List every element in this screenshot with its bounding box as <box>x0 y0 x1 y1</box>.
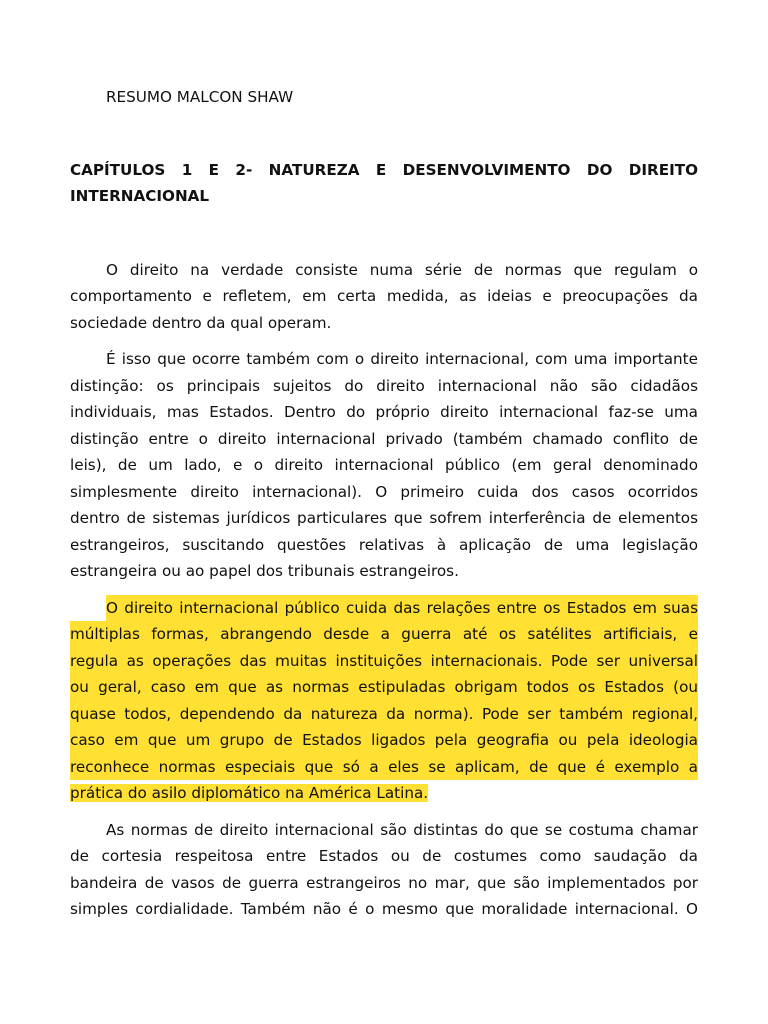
paragraph-line: O direito na verdade consiste numa série de normas que regulam o <box>106 260 698 279</box>
highlight-mark: múltiplas formas, abrangendo desde a guerra até os satélites artificiais, e <box>70 621 698 648</box>
paragraph-line: dentro de sistemas jurídicos particulares que sofrem interferência de elementos <box>70 509 698 527</box>
chapter-heading-line: CAPÍTULOS 1 E 2- NATUREZA E DESENVOLVIMENTO DO DIREITO <box>70 160 698 179</box>
paragraph-line: simplesmente direito internacional). O primeiro cuida dos casos ocorridos <box>70 482 698 501</box>
paragraph-line: distinção entre o direito internacional privado (também chamado conflito de <box>70 429 698 448</box>
highlighted-line <box>70 621 698 648</box>
paragraph-line: simples cordialidade. Também não é o mesmo que moralidade internacional. O <box>70 900 698 918</box>
paragraph-line: estrangeira ou ao papel dos tribunais estrangeiros. <box>70 562 459 580</box>
paragraph-line: comportamento e refletem, em certa medida, as ideias e preocupações da <box>70 287 698 305</box>
highlight-mark: O direito internacional público cuida das relações entre os Estados em suas <box>106 595 698 622</box>
paragraph-3-highlighted <box>70 595 698 807</box>
paragraph-2 <box>70 346 698 585</box>
highlighted-line <box>70 595 698 622</box>
highlighted-line <box>70 701 698 728</box>
paragraph-4 <box>70 817 698 923</box>
paragraph-line: estrangeiros, suscitando questões relativas à aplicação de uma legislação <box>70 535 698 554</box>
highlighted-line <box>70 780 698 807</box>
paragraph-line: de cortesia respeitosa entre Estados ou de costumes como saudação da <box>70 847 698 865</box>
highlight-mark: ou geral, caso em que as normas estipuladas obrigam todos os Estados (ou <box>70 674 698 701</box>
highlighted-line <box>70 674 698 701</box>
highlight-mark: caso em que um grupo de Estados ligados pela geografia ou pela ideologia <box>70 727 698 754</box>
paragraph-line: individuais, mas Estados. Dentro do próprio direito internacional faz-se uma <box>70 403 698 421</box>
paragraph-1 <box>70 257 698 337</box>
paragraph-line: distinção: os principais sujeitos do direito internacional não são cidadãos <box>70 376 698 395</box>
highlight-mark: prática do asilo diplomático na América Latina. <box>70 784 429 802</box>
paragraph-line: É isso que ocorre também com o direito internacional, com uma importante <box>106 350 698 368</box>
highlight-mark: regula as operações das muitas instituições internacionais. Pode ser universal <box>70 648 698 675</box>
highlight-mark: reconhece normas especiais que só a eles se aplicam, de que é exemplo a <box>70 754 698 781</box>
highlighted-line <box>70 648 698 675</box>
paragraph-line: sociedade dentro da qual operam. <box>70 313 332 332</box>
highlight-mark: quase todos, dependendo da natureza da norma). Pode ser também regional, <box>70 701 698 728</box>
paragraph-line: bandeira de vasos de guerra estrangeiros no mar, que são implementados por <box>70 873 698 892</box>
document-title: RESUMO MALCON SHAW <box>106 88 294 106</box>
chapter-heading-line: INTERNACIONAL <box>70 187 210 205</box>
highlighted-line <box>70 754 698 781</box>
highlighted-line <box>70 727 698 754</box>
paragraph-line: As normas de direito internacional são distintas do que se costuma chamar <box>106 820 698 839</box>
chapter-heading <box>70 157 698 210</box>
paragraph-line: leis), de um lado, e o direito internacional público (em geral denominado <box>70 456 698 474</box>
